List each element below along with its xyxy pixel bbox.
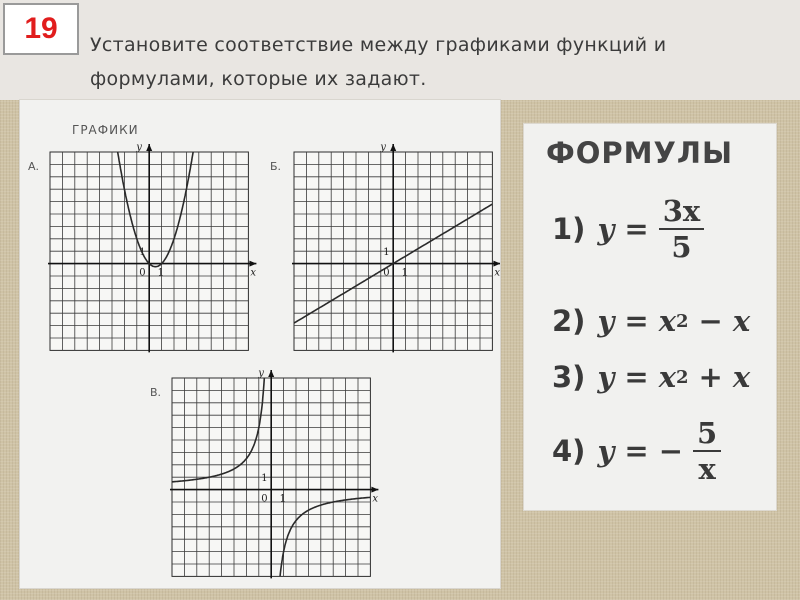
- task-text: Установите соответствие между графиками функций и формулами, которые их задают.: [90, 34, 667, 90]
- graph-a-letter: А.: [28, 160, 40, 173]
- formula-2: [552, 304, 750, 338]
- graph-v-letter: В.: [150, 386, 162, 399]
- formula-1: [552, 196, 704, 263]
- graph-a: [48, 100, 256, 352]
- formula-4-fraction: [693, 418, 721, 485]
- graph-b: [292, 142, 500, 352]
- x-unit-label: 1: [279, 493, 286, 505]
- x-axis-arrow: [249, 261, 256, 267]
- formula-4: [552, 418, 721, 485]
- formula-1-lhs: y =: [597, 212, 649, 247]
- formula-1-fraction: [659, 196, 704, 263]
- task-number-badge: 19: [3, 3, 79, 55]
- y-axis-arrow: [146, 144, 152, 151]
- x-unit-label: 1: [157, 267, 164, 279]
- y-axis-label: y: [258, 368, 264, 379]
- formula-4-lhs: y =: [597, 434, 649, 469]
- formulas-title: ФОРМУЛЫ: [546, 136, 734, 170]
- formula-2-base: x: [658, 304, 676, 338]
- x-axis-arrow: [493, 261, 500, 267]
- origin-label: 0: [383, 267, 390, 279]
- y-axis-label: y: [136, 142, 142, 153]
- graph-b-letter: Б.: [270, 160, 282, 173]
- formula-1-denominator: 5: [671, 230, 692, 265]
- formula-2-index: 2): [552, 304, 586, 338]
- formula-3: [552, 360, 750, 394]
- formula-3-rest: + x: [698, 360, 751, 394]
- formula-4-numerator: 5: [697, 416, 718, 450]
- formula-3-lhs: y =: [597, 360, 649, 394]
- y-unit-label: 1: [383, 247, 390, 259]
- formula-4-sign: −: [658, 434, 683, 469]
- formula-1-numerator: 3x: [662, 194, 701, 228]
- x-axis-arrow: [371, 487, 378, 493]
- origin-label: 0: [261, 493, 268, 505]
- formula-4-denominator: x: [698, 452, 716, 487]
- formula-2-lhs: y =: [597, 304, 649, 338]
- formula-2-rest: − x: [698, 304, 751, 338]
- x-axis-label: x: [250, 267, 257, 279]
- origin-label: 0: [139, 267, 146, 279]
- y-unit-label: 1: [261, 473, 268, 485]
- x-axis-label: x: [494, 267, 500, 279]
- formulas-card: [524, 124, 776, 510]
- y-axis-label: y: [380, 142, 386, 153]
- y-axis-arrow: [268, 370, 274, 377]
- graphs-svg: [20, 100, 500, 588]
- graphs-sheet: [20, 100, 500, 588]
- x-axis-label: x: [372, 493, 379, 505]
- graph-v: [170, 368, 378, 588]
- formula-3-base: x: [658, 360, 676, 394]
- y-unit-label: 1: [139, 247, 146, 259]
- formula-3-exponent: 2: [675, 366, 689, 388]
- formula-2-exponent: 2: [675, 310, 689, 332]
- y-axis-arrow: [390, 144, 396, 151]
- formula-1-index: 1): [552, 212, 586, 247]
- formula-3-index: 3): [552, 360, 586, 394]
- x-unit-label: 1: [401, 267, 408, 279]
- graphs-heading: ГРАФИКИ: [72, 123, 139, 137]
- formula-4-index: 4): [552, 434, 586, 469]
